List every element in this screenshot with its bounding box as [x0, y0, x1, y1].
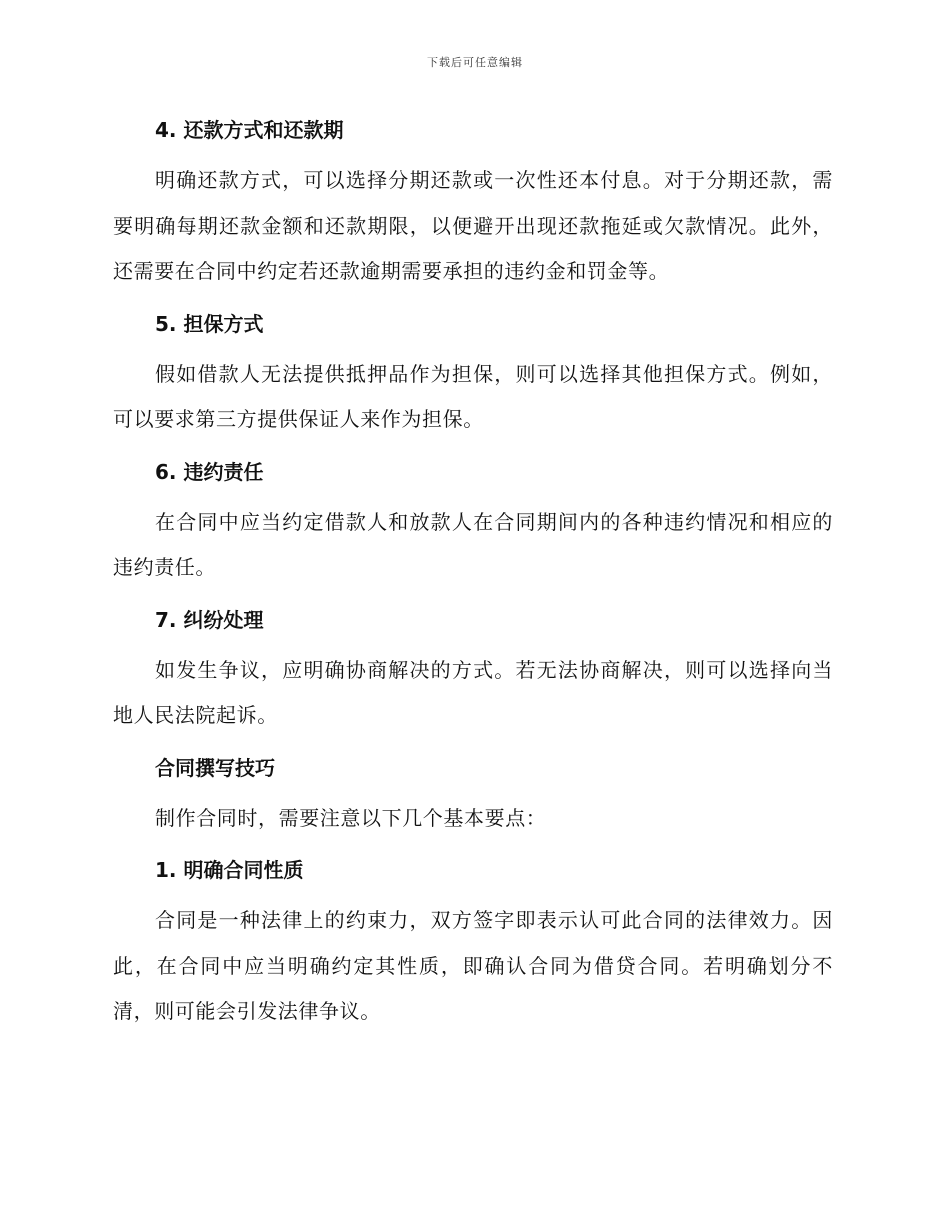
section-paragraph: 在合同中应当约定借款人和放款人在合同期间内的各种违约情况和相应的违约责任。	[113, 509, 833, 579]
section-heading: 1. 明确合同性质	[155, 858, 304, 882]
section-guarantee	[113, 304, 833, 443]
section-writing-tips	[113, 748, 833, 842]
header-note: 下载后可任意编辑	[427, 56, 523, 69]
document-body	[113, 110, 833, 1044]
section-paragraph: 假如借款人无法提供抵押品作为担保，则可以选择其他担保方式。例如，可以要求第三方提供保证人来作为担保。	[113, 361, 833, 431]
section-liability	[113, 452, 833, 591]
section-paragraph: 制作合同时，需要注意以下几个基本要点：	[155, 805, 547, 830]
section-paragraph: 合同是一种法律上的约束力，双方签字即表示认可此合同的法律效力。因此，在合同中应当明确约定其性质，即确认合同为借贷合同。若明确划分不清，则可能会引发法律争议。	[113, 908, 833, 1023]
section-dispute	[113, 600, 833, 739]
section-heading: 合同撰写技巧	[155, 755, 275, 780]
section-heading: 5. 担保方式	[155, 311, 264, 336]
section-repayment	[113, 110, 833, 295]
section-paragraph: 明确还款方式，可以选择分期还款或一次性还本付息。对于分期还款，需要明确每期还款金额和还款期限，以便避开出现还款拖延或欠款情况。此外，还需要在合同中约定若还款逾期需要承担的违约金和罚金等。	[113, 168, 833, 283]
section-paragraph: 如发生争议，应明确协商解决的方式。若无法协商解决，则可以选择向当地人民法院起诉。	[113, 657, 833, 727]
section-heading: 7. 纠纷处理	[155, 607, 264, 632]
section-contract-nature	[113, 850, 833, 1035]
section-heading: 4. 还款方式和还款期	[155, 118, 344, 142]
section-heading: 6. 违约责任	[155, 459, 264, 484]
